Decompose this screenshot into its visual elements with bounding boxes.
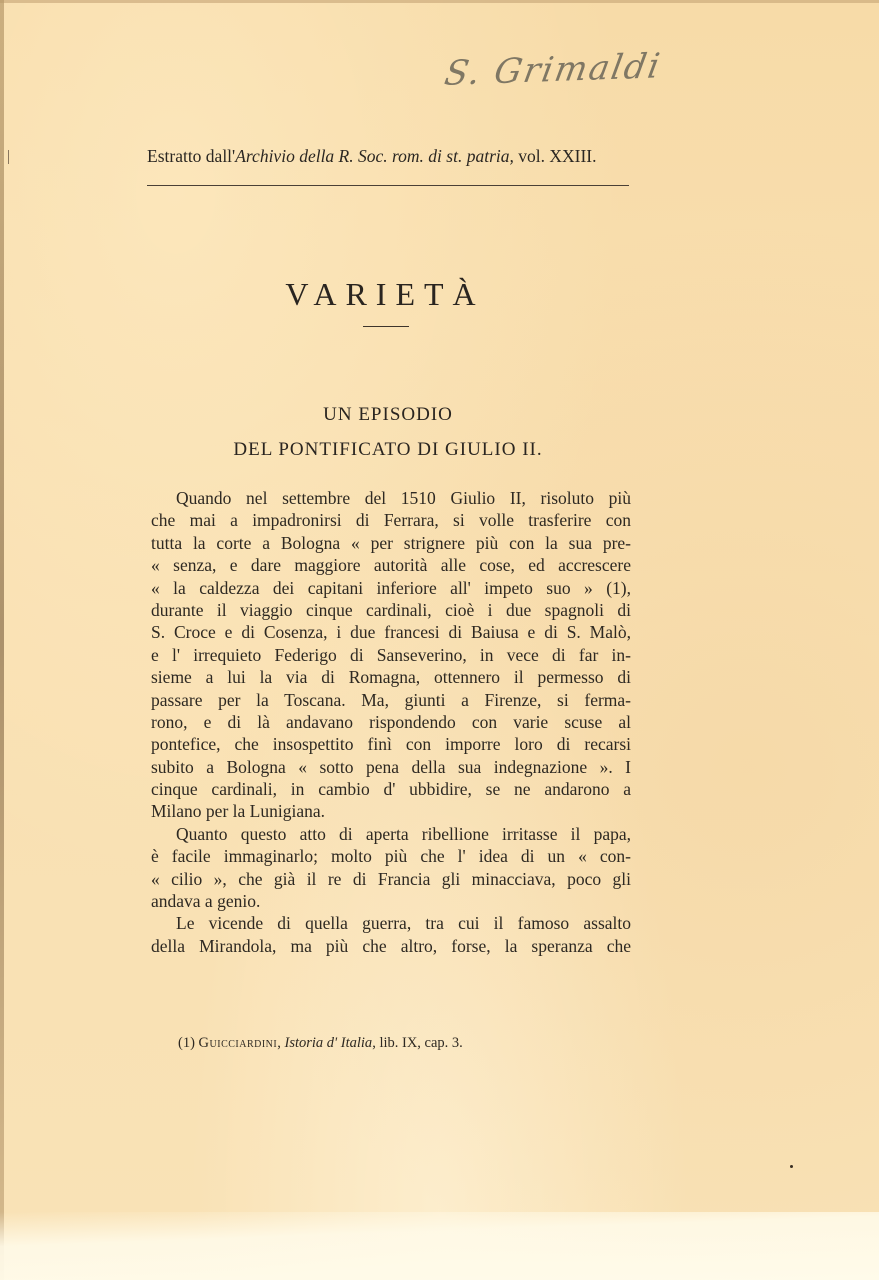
extract-volume: vol. XXIII. <box>513 146 597 166</box>
body-line: e l' irrequieto Federigo di Sanseverino, in vece di far in- <box>151 644 631 665</box>
body-line: « cilio », che già il re di Francia gli minacciava, poco gli <box>151 868 631 889</box>
extract-header <box>147 146 637 167</box>
article-title-line-2: DEL PONTIFICATO DI GIULIO II. <box>233 439 543 460</box>
body-line: S. Croce e di Cosenza, i due francesi di Baiusa e di S. Malò, <box>151 622 631 643</box>
title-rule <box>363 326 409 327</box>
extract-prefix: Estratto dall' <box>147 146 236 166</box>
handwritten-annotation: S. Grimaldi <box>441 46 665 94</box>
footnote <box>178 1035 463 1052</box>
body-line: durante il viaggio cinque cardinali, cioè i due spagnoli di <box>151 599 631 620</box>
page-top-edge <box>0 0 879 3</box>
footnote-work: Istoria d' Italia <box>284 1035 373 1051</box>
body-line: Quando nel settembre del 1510 Giulio II, risoluto più <box>176 488 631 508</box>
body-line: sieme a lui la via di Romagna, ottennero il permesso di <box>151 667 631 688</box>
paper-speck <box>790 1165 793 1168</box>
journal-name: Archivio della R. Soc. rom. di st. patria, <box>235 146 514 166</box>
footnote-ref: , lib. IX, cap. 3. <box>372 1035 463 1051</box>
article-body <box>151 487 631 957</box>
article-title-line-1: UN EPISODIO <box>323 404 453 425</box>
body-line: passare per la Toscana. Ma, giunti a Firenze, si ferma- <box>151 689 631 710</box>
page-left-edge <box>0 0 4 1280</box>
body-line: Milano per la Lunigiana. <box>151 801 325 822</box>
body-line: è facile immaginarlo; molto più che l' idea di un « con- <box>151 846 631 867</box>
body-line: Quanto questo atto di aperta ribellione irritasse il papa, <box>176 823 631 844</box>
header-rule <box>147 185 629 186</box>
body-line: « la caldezza dei capitani inferiore all' impeto suo » (1), <box>151 577 631 598</box>
page-bottom-fold <box>0 1212 879 1280</box>
footnote-sep: , <box>277 1035 285 1051</box>
footnote-marker: (1) <box>178 1035 199 1051</box>
body-line: andava a genio. <box>151 891 261 912</box>
body-line: della Mirandola, ma più che altro, forse, la speranza che <box>151 935 631 956</box>
body-line: rono, e di là andavano rispondendo con varie scuse al <box>151 711 631 732</box>
margin-mark <box>8 150 9 164</box>
body-line: tutta la corte a Bologna « per strignere più con la sua pre- <box>151 532 631 553</box>
footnote-author: Guicciardini <box>198 1035 278 1051</box>
body-line: cinque cardinali, in cambio d' ubbidire, se ne andarono a <box>151 779 631 800</box>
body-line: che mai a impadronirsi di Ferrara, si volle trasferire con <box>151 510 631 531</box>
body-line: pontefice, che insospettito finì con imporre loro di recarsi <box>151 734 631 755</box>
section-title: VARIETÀ <box>285 276 485 312</box>
body-line: « senza, e dare maggiore autorità alle cose, ed accrescere <box>151 555 631 576</box>
body-line: subito a Bologna « sotto pena della sua indegnazione ». I <box>151 756 631 777</box>
body-line: Le vicende di quella guerra, tra cui il famoso assalto <box>176 913 631 934</box>
